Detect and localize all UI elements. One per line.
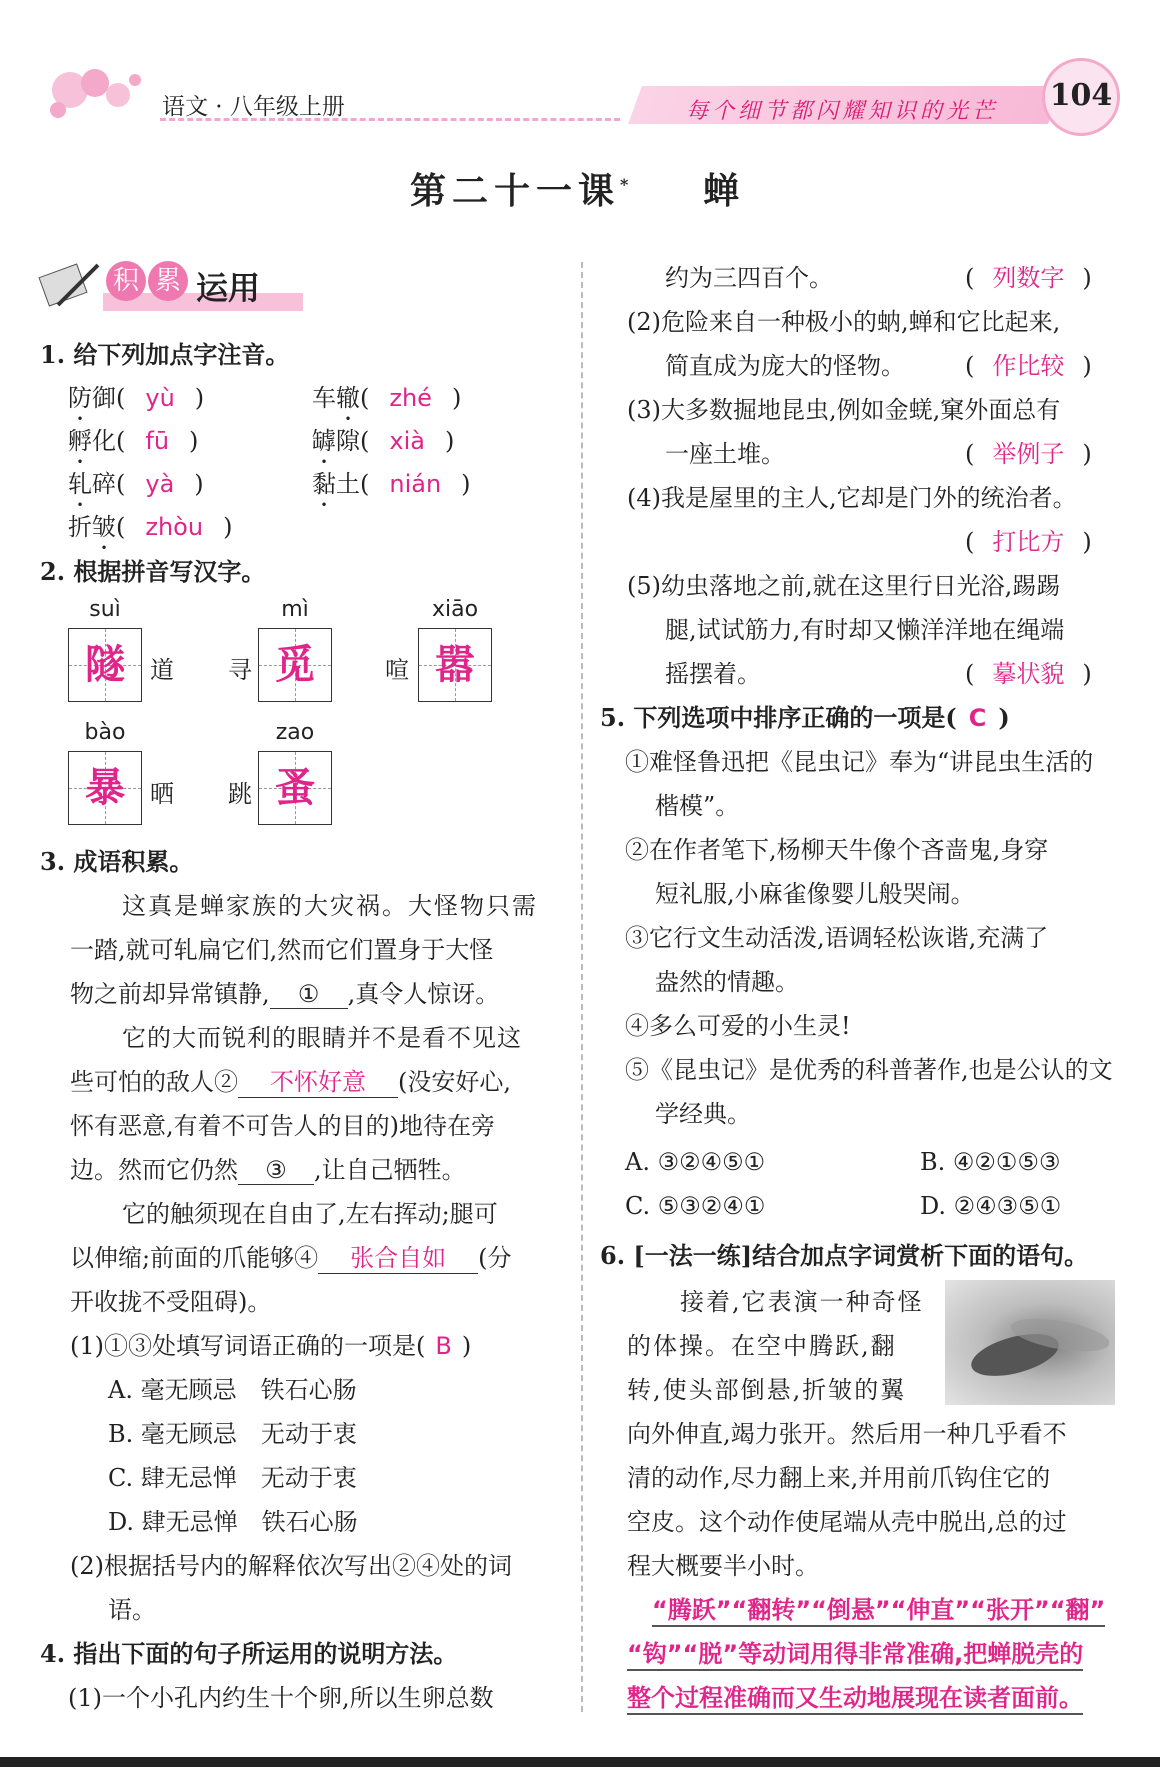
passage-line: 物之前却异常镇静, ① ,真令人惊讶。: [70, 980, 500, 1008]
given-char: 喧: [385, 656, 409, 684]
passage-line: 开收拢不受阻碍)。: [70, 1288, 272, 1316]
char-box: 隧: [68, 628, 142, 702]
q4-item: (3)大多数掘地昆虫,例如金蜣,窠外面总有: [627, 396, 1061, 424]
badge-ji: 积: [106, 261, 146, 301]
option: A. 毫无顾忌 铁石心肠: [108, 1376, 357, 1404]
q3-prompt: 3. 成语积累。: [40, 847, 194, 876]
q2-prompt: 2. 根据拼音写汉字。: [40, 557, 266, 586]
q5-prompt: 5. 下列选项中排序正确的一项是( C ): [600, 703, 1010, 732]
q5-option: ③它行文生动活泼,语调轻松诙谐,充满了: [625, 924, 1049, 952]
section-header: [38, 255, 298, 315]
q4-item: 约为三四百个。: [665, 264, 833, 292]
passage-line: 这真是蝉家族的大灾祸。大怪物只需: [122, 892, 538, 920]
q6-passage: 清的动作,尽力翻上来,并用前爪钩住它的: [627, 1464, 1051, 1492]
option: D. 肆无忌惮 铁石心肠: [108, 1508, 358, 1536]
passage-line: 它的大而锐利的眼睛并不是看不见这: [122, 1024, 522, 1052]
q5-choice: A. ③②④⑤①: [625, 1148, 766, 1176]
q1-item: 孵化( fū ): [68, 427, 199, 455]
q4-item: (5)幼虫落地之前,就在这里行日光浴,踢踢: [627, 572, 1061, 600]
char-box: 觅: [258, 628, 332, 702]
passage-line: 些可怕的敌人② 不怀好意 (没安好心,: [70, 1062, 511, 1098]
q4-item: (1)一个小孔内约生十个卵,所以生卵总数: [68, 1684, 494, 1712]
q3-sub2: (2)根据括号内的解释依次写出②④处的词: [70, 1552, 512, 1580]
q5-choice: C. ⑤③②④①: [625, 1192, 766, 1220]
bottom-border: [0, 1757, 1160, 1767]
q6-answer-line: “腾跃”“翻转”“倒悬”“伸直”“张开”“翻”: [652, 1590, 1105, 1627]
pen-book-icon: [38, 260, 103, 314]
optional-mark: *: [620, 175, 635, 194]
given-char: 道: [150, 656, 174, 684]
q3-sub2: 语。: [108, 1596, 156, 1624]
cicada-photo: [945, 1280, 1115, 1405]
flower-logo: [40, 55, 150, 125]
q6-passage: 接着,它表演一种奇怪: [680, 1288, 924, 1316]
slogan-text: 每个细节都闪耀知识的光芒: [686, 99, 999, 124]
given-char: 跳: [228, 780, 252, 808]
badge-lei: 累: [148, 261, 188, 301]
q1-item: 黏土( nián ): [312, 470, 471, 498]
q5-option: 短礼服,小麻雀像婴儿般哭闹。: [655, 880, 975, 908]
pinyin: zao: [275, 720, 315, 745]
q6-passage: 空皮。这个动作使尾端从壳中脱出,总的过: [627, 1508, 1067, 1536]
q4-item: 腿,试试筋力,有时却又懒洋洋地在绳端: [665, 616, 1065, 644]
option: C. 肆无忌惮 无动于衷: [108, 1464, 357, 1492]
q4-item: (4)我是屋里的主人,它却是门外的统治者。: [627, 484, 1077, 512]
pinyin: bào: [84, 720, 126, 745]
q4-answer: ( 作比较 ): [965, 352, 1092, 380]
q4-item: 简直成为庞大的怪物。: [665, 352, 905, 380]
given-char: 晒: [150, 780, 174, 808]
q6-prompt: 6. [一法一练]结合加点字词赏析下面的语句。: [600, 1241, 1089, 1270]
q5-option: 盎然的情趣。: [655, 968, 799, 996]
section-label: 运用: [196, 269, 261, 307]
passage-line: 以伸缩;前面的爪能够④ 张合自如 (分: [70, 1238, 511, 1274]
header-divider: [160, 118, 620, 121]
q6-passage: 的体操。在空中腾跃,翻: [627, 1332, 897, 1360]
q4-item: 摇摆着。: [665, 660, 761, 688]
q4-prompt: 4. 指出下面的句子所运用的说明方法。: [40, 1639, 458, 1668]
q5-option: ④多么可爱的小生灵!: [625, 1012, 851, 1040]
lesson-title: [410, 163, 745, 214]
passage-line: 它的触须现在自由了,左右挥动;腿可: [122, 1200, 498, 1228]
given-char: 寻: [228, 656, 252, 684]
q5-option: 学经典。: [655, 1100, 751, 1128]
passage-line: 边。然而它仍然 ③ ,让自己牺牲。: [70, 1156, 466, 1184]
q4-answer: ( 列数字 ): [965, 264, 1092, 292]
q4-answer: ( 打比方 ): [965, 528, 1092, 556]
option: B. 毫无顾忌 无动于衷: [108, 1420, 357, 1448]
column-divider: [581, 262, 583, 1712]
q1-item: 轧碎( yà ): [68, 470, 204, 498]
q3-sub1: (1)①③处填写词语正确的一项是( B ): [70, 1332, 472, 1360]
lesson-topic: 蝉: [702, 170, 745, 212]
q4-answer: ( 摹状貌 ): [965, 660, 1092, 688]
passage-line: 怀有恶意,有着不可告人的目的)地待在旁: [70, 1112, 495, 1140]
q4-answer: ( 举例子 ): [965, 440, 1092, 468]
q6-passage: 程大概要半小时。: [627, 1552, 819, 1580]
q1-item: 车辙( zhé ): [312, 384, 462, 412]
q1-item: 防御( yù ): [68, 384, 205, 412]
q1-item: 折皱( zhòu ): [68, 513, 233, 541]
q4-item: 一座土堆。: [665, 440, 785, 468]
q1-item: 罅隙( xià ): [312, 427, 455, 455]
q6-answer-line: 整个过程准确而又生动地展现在读者面前。: [627, 1678, 1083, 1715]
q5-option: 楷模”。: [655, 792, 740, 820]
q5-option: ⑤《昆虫记》是优秀的科普著作,也是公认的文: [625, 1056, 1113, 1084]
q1-prompt: 1. 给下列加点字注音。: [40, 340, 290, 369]
q5-choice: B. ④②①⑤③: [920, 1148, 1061, 1176]
q6-answer-line: “钩”“脱”等动词用得非常准确,把蝉脱壳的: [627, 1634, 1083, 1671]
q4-item: (2)危险来自一种极小的蚋,蝉和它比起来,: [627, 308, 1061, 336]
subject-label: 语文 · 八年级上册: [162, 94, 345, 120]
q5-option: ②在作者笔下,杨柳天牛像个吝啬鬼,身穿: [625, 836, 1049, 864]
passage-line: 一踏,就可轧扁它们,然而它们置身于大怪: [70, 936, 494, 964]
lesson-number: 第二十一课: [410, 170, 621, 212]
pinyin: suì: [89, 597, 121, 622]
char-box: 蚤: [258, 751, 332, 825]
page-number: 104: [1042, 58, 1120, 136]
q5-option: ①难怪鲁迅把《昆虫记》奉为“讲昆虫生活的: [625, 748, 1094, 776]
q5-choice: D. ②④③⑤①: [920, 1192, 1062, 1220]
char-box: 嚣: [418, 628, 492, 702]
q6-passage: 向外伸直,竭力张开。然后用一种几乎看不: [627, 1420, 1067, 1448]
q6-passage: 转,使头部倒悬,折皱的翼: [627, 1376, 907, 1404]
pinyin: xiāo: [431, 597, 479, 622]
pinyin: mì: [281, 597, 309, 622]
char-box: 暴: [68, 751, 142, 825]
